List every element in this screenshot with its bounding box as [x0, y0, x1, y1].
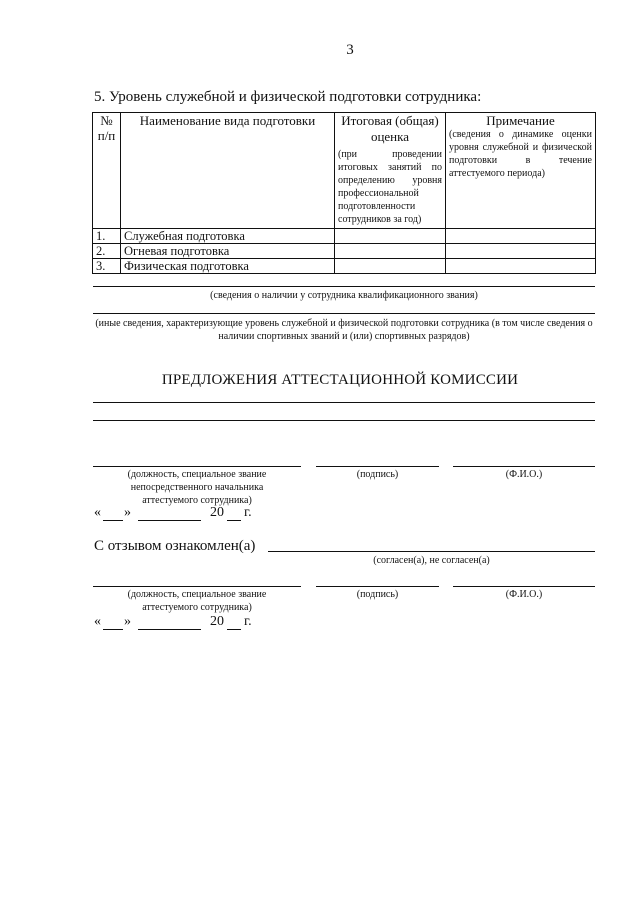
date-close-quote-1: » [124, 505, 131, 520]
review-label: С отзывом ознакомлен(а) [94, 538, 256, 554]
day-field-1[interactable] [103, 520, 123, 521]
row-number: 1. [93, 229, 121, 244]
month-field-1[interactable] [138, 520, 201, 521]
name-line-2[interactable] [453, 586, 595, 587]
qualification-field-line[interactable] [93, 286, 595, 287]
row-score-cell[interactable] [335, 244, 446, 259]
date-close-quote-2: » [124, 614, 131, 629]
name-line-1[interactable] [453, 466, 595, 467]
header-note-desc: (сведения о динамике оценки уровня служебной и физической подготовки в течение аттестуемого периода) [449, 129, 592, 179]
row-number: 2. [93, 244, 121, 259]
other-info-field-line[interactable] [93, 313, 595, 314]
signature-caption-2: (подпись) [356, 589, 399, 600]
table-row [93, 229, 596, 244]
year-prefix-1: 20 [210, 505, 224, 520]
row-number: 3. [93, 259, 121, 274]
header-note-title: Примечание [486, 113, 555, 128]
position-caption-1: (должность, специальное звание непосредственного начальника аттестуемого сотрудника) [127, 469, 267, 506]
header-score [335, 113, 446, 229]
row-score-cell[interactable] [335, 229, 446, 244]
commission-line-1[interactable] [93, 402, 595, 403]
page-number: 3 [346, 42, 354, 58]
day-field-2[interactable] [103, 629, 123, 630]
review-field-line[interactable] [268, 551, 595, 552]
review-caption: (согласен(а), не согласен(а) [373, 555, 490, 566]
section-title: 5. Уровень служебной и физической подготовки сотрудника: [94, 89, 482, 105]
row-note-cell[interactable] [446, 259, 596, 274]
name-caption-1: (Ф.И.О.) [505, 469, 543, 480]
row-note-cell[interactable] [446, 229, 596, 244]
position-line-1[interactable] [93, 466, 301, 467]
row-name: Служебная подготовка [121, 229, 335, 244]
table-row [93, 259, 596, 274]
other-info-caption: (иные сведения, характеризующие уровень служебной и физической подготовки сотрудника (в том числе сведения о наличии спортивных званий и (или) спортивных разрядов) [95, 318, 593, 342]
signature-caption-1: (подпись) [356, 469, 399, 480]
training-table [92, 112, 596, 274]
table-row [93, 244, 596, 259]
header-name: Наименование вида подготовки [121, 113, 335, 229]
commission-line-2[interactable] [93, 420, 595, 421]
year-field-1[interactable] [227, 520, 241, 521]
date-open-quote-2: « [94, 614, 101, 629]
signature-line-2[interactable] [316, 586, 439, 587]
header-score-title: Итоговая (общая) оценка [341, 113, 439, 144]
table-header-row [93, 113, 596, 229]
row-name: Физическая подготовка [121, 259, 335, 274]
year-prefix-2: 20 [210, 614, 224, 629]
year-suffix-1: г. [244, 505, 252, 520]
month-field-2[interactable] [138, 629, 201, 630]
year-suffix-2: г. [244, 614, 252, 629]
row-name: Огневая подготовка [121, 244, 335, 259]
position-line-2[interactable] [93, 586, 301, 587]
position-caption-2: (должность, специальное звание аттестуемого сотрудника) [127, 589, 267, 613]
row-score-cell[interactable] [335, 259, 446, 274]
signature-line-1[interactable] [316, 466, 439, 467]
commission-heading: ПРЕДЛОЖЕНИЯ АТТЕСТАЦИОННОЙ КОМИССИИ [161, 372, 519, 388]
row-note-cell[interactable] [446, 244, 596, 259]
year-field-2[interactable] [227, 629, 241, 630]
header-note [446, 113, 596, 229]
qualification-caption: (сведения о наличии у сотрудника квалификационного звания) [210, 290, 478, 301]
header-no: № п/п [93, 113, 121, 229]
header-score-note: (при проведении итоговых занятий по определению уровня профессиональной подготовленности сотрудников за год) [338, 149, 442, 225]
date-open-quote-1: « [94, 505, 101, 520]
name-caption-2: (Ф.И.О.) [505, 589, 543, 600]
